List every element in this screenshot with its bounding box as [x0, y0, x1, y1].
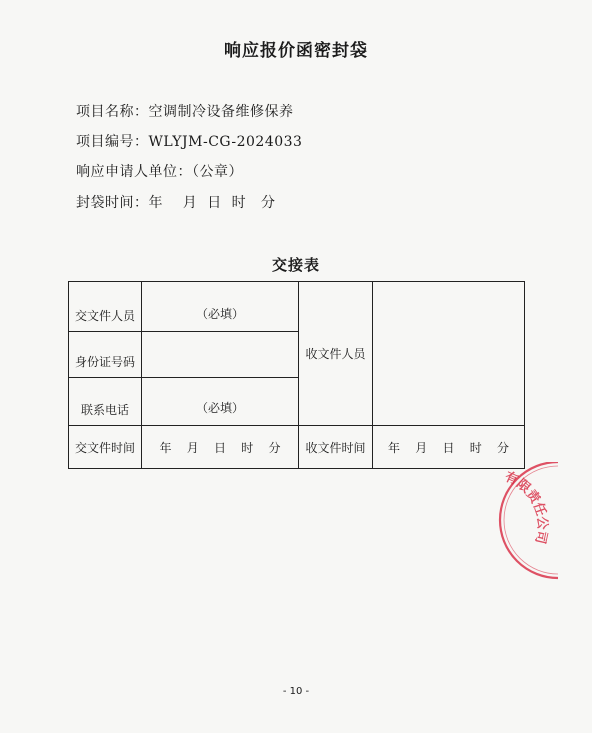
- page-number: - 10 -: [282, 686, 310, 697]
- id-number-label: 身份证号码: [69, 332, 142, 378]
- table-row: [69, 282, 525, 332]
- page-title: 响应报价函密封袋: [224, 41, 368, 61]
- company-seal-stamp: [478, 462, 558, 582]
- applicant-unit: 响应申请人单位：（公章）: [76, 164, 243, 180]
- project-number: 项目编号：WLYJM-CG-2024033: [76, 134, 303, 150]
- submitter-label: 交文件人员: [69, 282, 142, 332]
- receiver-label: 收文件人员: [299, 282, 373, 426]
- receive-time-value: 年 月 日 时 分: [373, 426, 525, 469]
- handover-table-title: 交接表: [271, 256, 320, 274]
- seal-time: 封袋时间：年 月 日 时 分: [76, 195, 276, 211]
- submit-time-label: 交文件时间: [69, 426, 142, 469]
- project-name: 项目名称：空调制冷设备维修保养: [76, 104, 294, 120]
- receiver-value-cell: [373, 282, 525, 426]
- table-row: [69, 426, 525, 469]
- phone-value: （必填）: [142, 378, 299, 426]
- submitter-value: （必填）: [142, 282, 299, 332]
- id-number-value-cell: [142, 332, 299, 378]
- receive-time-label: 收文件时间: [299, 426, 373, 469]
- phone-label: 联系电话: [69, 378, 142, 426]
- submit-time-value: 年 月 日 时 分: [142, 426, 299, 469]
- svg-text:有限责任公司: 有限责任公司: [502, 469, 550, 546]
- handover-table: [68, 281, 525, 469]
